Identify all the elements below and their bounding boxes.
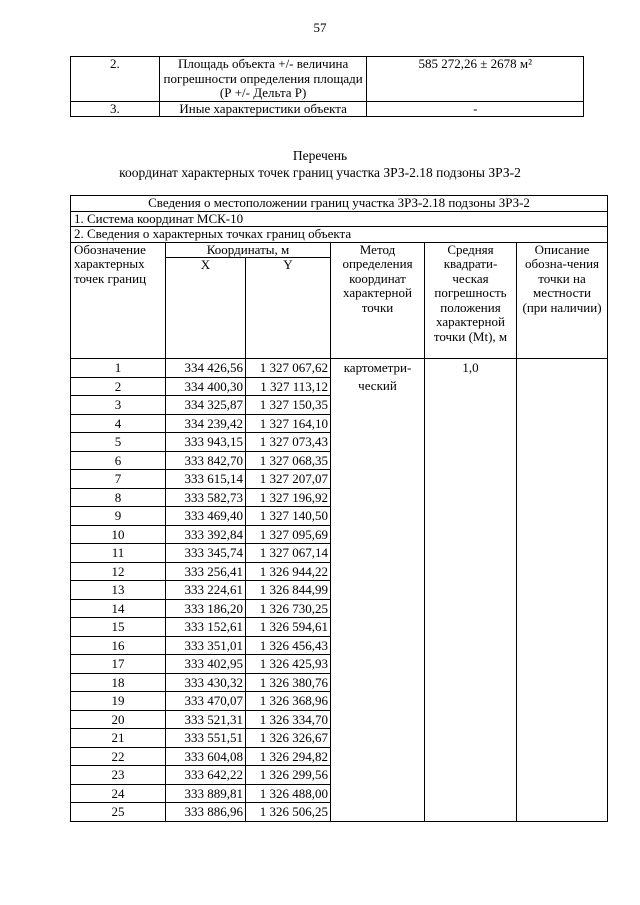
point-y: 1 327 140,50 bbox=[246, 507, 331, 526]
points-info-row: 2. Сведения о характерных точках границ объекта bbox=[71, 227, 608, 243]
col-y-header: Y bbox=[246, 258, 331, 359]
point-y: 1 326 326,67 bbox=[246, 729, 331, 748]
point-x: 333 351,01 bbox=[166, 636, 246, 655]
point-number: 4 bbox=[71, 414, 166, 433]
point-y: 1 326 456,43 bbox=[246, 636, 331, 655]
point-y: 1 326 368,96 bbox=[246, 692, 331, 711]
point-x: 333 943,15 bbox=[166, 433, 246, 452]
characteristic-value: 585 272,26 ± 2678 м² bbox=[367, 57, 584, 102]
point-y: 1 326 425,93 bbox=[246, 655, 331, 674]
point-number: 9 bbox=[71, 507, 166, 526]
point-number: 12 bbox=[71, 562, 166, 581]
point-x: 333 842,70 bbox=[166, 451, 246, 470]
point-y: 1 327 067,62 bbox=[246, 359, 331, 378]
point-y: 1 327 073,43 bbox=[246, 433, 331, 452]
point-number: 24 bbox=[71, 784, 166, 803]
point-number: 2 bbox=[71, 377, 166, 396]
point-number: 16 bbox=[71, 636, 166, 655]
point-x: 333 224,61 bbox=[166, 581, 246, 600]
col-description-header: Описание обозна-чения точки на местности (при наличии) bbox=[517, 242, 608, 359]
point-number: 17 bbox=[71, 655, 166, 674]
point-x: 333 615,14 bbox=[166, 470, 246, 489]
point-x: 334 325,87 bbox=[166, 396, 246, 415]
point-number: 7 bbox=[71, 470, 166, 489]
document-heading bbox=[0, 147, 640, 181]
point-y: 1 327 196,92 bbox=[246, 488, 331, 507]
point-y: 1 327 164,10 bbox=[246, 414, 331, 433]
point-number: 13 bbox=[71, 581, 166, 600]
point-number: 14 bbox=[71, 599, 166, 618]
point-x: 333 152,61 bbox=[166, 618, 246, 637]
point-y: 1 327 150,35 bbox=[246, 396, 331, 415]
point-number: 5 bbox=[71, 433, 166, 452]
point-number: 23 bbox=[71, 766, 166, 785]
col-method-header: Метод определения координат характерной точки bbox=[331, 242, 425, 359]
error-value: 1,0 bbox=[425, 359, 517, 822]
characteristic-number: 3. bbox=[71, 101, 160, 117]
point-x: 333 582,73 bbox=[166, 488, 246, 507]
point-x: 334 426,56 bbox=[166, 359, 246, 378]
point-y: 1 326 506,25 bbox=[246, 803, 331, 822]
point-number: 10 bbox=[71, 525, 166, 544]
point-number: 6 bbox=[71, 451, 166, 470]
characteristic-number: 2. bbox=[71, 57, 160, 102]
point-number: 25 bbox=[71, 803, 166, 822]
point-x: 333 256,41 bbox=[166, 562, 246, 581]
point-x: 333 521,31 bbox=[166, 710, 246, 729]
point-number: 20 bbox=[71, 710, 166, 729]
point-x: 333 345,74 bbox=[166, 544, 246, 563]
point-number: 19 bbox=[71, 692, 166, 711]
page-number: 57 bbox=[313, 20, 327, 35]
characteristic-value: - bbox=[367, 101, 584, 117]
point-number: 3 bbox=[71, 396, 166, 415]
point-number: 21 bbox=[71, 729, 166, 748]
point-y: 1 326 380,76 bbox=[246, 673, 331, 692]
col-x-header: X bbox=[166, 258, 246, 359]
table-row bbox=[71, 359, 608, 378]
point-y: 1 326 594,61 bbox=[246, 618, 331, 637]
heading-subtitle: координат характерных точек границ участка ЗРЗ-2.18 подзоны ЗРЗ-2 bbox=[119, 165, 521, 180]
point-x: 333 430,32 bbox=[166, 673, 246, 692]
col-coords-header: Координаты, м bbox=[166, 242, 331, 258]
point-x: 333 392,84 bbox=[166, 525, 246, 544]
point-x: 333 604,08 bbox=[166, 747, 246, 766]
point-x: 334 239,42 bbox=[166, 414, 246, 433]
point-x: 333 402,95 bbox=[166, 655, 246, 674]
point-x: 333 551,51 bbox=[166, 729, 246, 748]
point-y: 1 326 730,25 bbox=[246, 599, 331, 618]
characteristic-row bbox=[71, 101, 584, 117]
heading-title: Перечень bbox=[292, 148, 348, 163]
point-x: 333 186,20 bbox=[166, 599, 246, 618]
object-characteristics-table bbox=[70, 56, 584, 117]
point-x: 333 469,40 bbox=[166, 507, 246, 526]
point-y: 1 326 844,99 bbox=[246, 581, 331, 600]
point-y: 1 327 207,07 bbox=[246, 470, 331, 489]
point-y: 1 326 944,22 bbox=[246, 562, 331, 581]
point-number: 1 bbox=[71, 359, 166, 378]
point-y: 1 326 334,70 bbox=[246, 710, 331, 729]
description-value bbox=[517, 359, 608, 822]
point-y: 1 326 294,82 bbox=[246, 747, 331, 766]
point-y: 1 327 113,12 bbox=[246, 377, 331, 396]
point-y: 1 327 067,14 bbox=[246, 544, 331, 563]
point-number: 8 bbox=[71, 488, 166, 507]
coordinates-table bbox=[70, 195, 608, 822]
point-x: 333 886,96 bbox=[166, 803, 246, 822]
point-x: 333 642,22 bbox=[166, 766, 246, 785]
characteristic-label: Иные характеристики объекта bbox=[159, 101, 367, 117]
col-error-header: Средняя квадрати-ческая погрешность положения характерной точки (Mt), м bbox=[425, 242, 517, 359]
method-value: картометри-ческий bbox=[331, 359, 425, 822]
characteristic-row bbox=[71, 57, 584, 102]
point-x: 334 400,30 bbox=[166, 377, 246, 396]
point-x: 333 470,07 bbox=[166, 692, 246, 711]
point-y: 1 327 095,69 bbox=[246, 525, 331, 544]
characteristic-label: Площадь объекта +/- величина погрешности определения площади (Р +/- Дельта Р) bbox=[159, 57, 367, 102]
point-y: 1 326 488,00 bbox=[246, 784, 331, 803]
table-title: Сведения о местоположении границ участка ЗРЗ-2.18 подзоны ЗРЗ-2 bbox=[71, 196, 608, 212]
point-number: 18 bbox=[71, 673, 166, 692]
point-number: 15 bbox=[71, 618, 166, 637]
point-number: 22 bbox=[71, 747, 166, 766]
point-y: 1 326 299,56 bbox=[246, 766, 331, 785]
point-x: 333 889,81 bbox=[166, 784, 246, 803]
point-y: 1 327 068,35 bbox=[246, 451, 331, 470]
col-designation-header: Обозначение характерных точек границ bbox=[71, 242, 166, 359]
point-number: 11 bbox=[71, 544, 166, 563]
coordinate-system-row: 1. Система координат МСК-10 bbox=[71, 211, 608, 227]
